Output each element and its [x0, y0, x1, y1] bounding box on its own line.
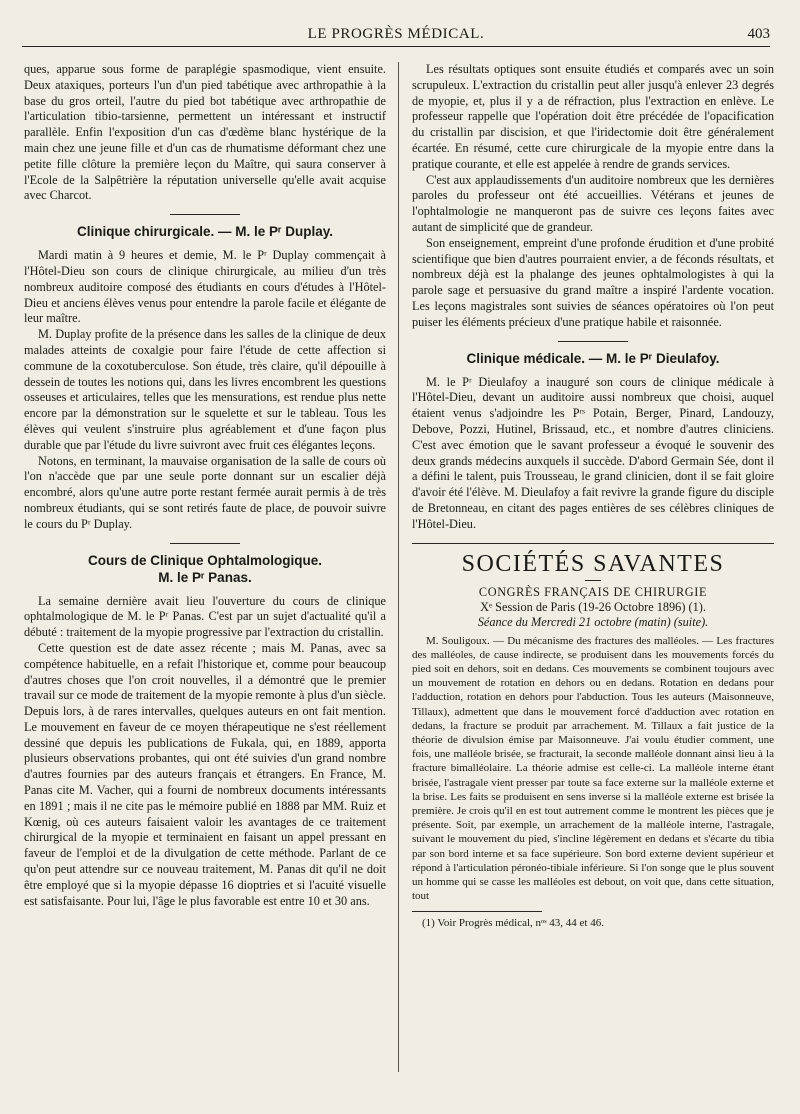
running-header [22, 20, 770, 47]
section-divider [170, 543, 240, 544]
column-divider [398, 62, 399, 1072]
body-paragraph: C'est aux applaudissements d'un auditoire nombreux que les dernières paroles du professeur ont été accueillies. Vétérans et jeunes de l'ophtalmologie ne manqueront pas de suivre ces leçons faites avec autant de simplicité que de grandeur. [412, 172, 774, 234]
body-paragraph: M. le Pʳ Dieulafoy a inauguré son cours de clinique médicale à l'Hôtel-Dieu, devant un auditoire aussi nombreux que choisi, auquel étaient venus s'adjoindre les Pʳˢ Potain, Berger, Pinard, Landouzy, Debove, Pozzi, Hutinel, Brissaud, etc., et nombre d'autres cliniciens. C'est avec émotion que le savant professeur a évoqué le souvenir des deux grands médecins auxquels il succède. D'abord Germain Sée, dont il a défini le talent, puis Trousseau, le grand clinicien, dont il se fait gloire d'avoir été l'élève. M. Dieulafoy a fait revivre la grande figure du disciple de Bretonneau, en citant des pages entières de ses célèbres cliniques de l'Hôtel-Dieu. [412, 374, 774, 531]
section-divider [412, 543, 774, 544]
body-paragraph: Son enseignement, empreint d'une profonde érudition et d'une probité scientifique que bien d'autres pourraient envier, a de féconds résultats, et nombreux déjà est la phalange des jeunes ophtalmologistes à qui la parole sage et persuasive du grand maître a inspiré l'ardente vocation. Les leçons magistrales sont suivies de séances opératoires où l'on peut puiser les éléments précieux d'une pratique habile et raisonnée. [412, 235, 774, 329]
journal-title: LE PROGRÈS MÉDICAL. [307, 26, 485, 42]
body-paragraph: La semaine dernière avait lieu l'ouverture du cours de clinique ophtalmologique de M. le Pʳ Panas. C'est par un sujet d'actualité qu'il a débuté : traitement de la myopie progressive par l'extraction du cristallin. [24, 593, 386, 640]
section-heading-clinique-chirurgicale: Clinique chirurgicale. — M. le Pʳ Duplay. [77, 224, 333, 240]
section-heading-clinique-medicale: Clinique médicale. — M. le Pʳ Dieulafoy. [466, 350, 720, 366]
page-number: 403 [747, 26, 770, 42]
heading-line: Cours de Clinique Ophtalmologique. [87, 552, 322, 568]
body-paragraph: Les résultats optiques sont ensuite étudiés et comparés avec un soin scrupuleux. L'extraction du cristallin peut aller jusqu'à enlever 23 degrés de myopie, et, plus il y a de réfraction, plus l'extraction en enlève. Le professeur rappelle que l'opération doit être précédée de l'opacification du cristallin par discision, et que l'iridectomie doit être généralement écartée. En résumé, cette cure chirurgicale de la myopie entre dans la pratique courante, et elle est appelée à rendre de grands services. [412, 62, 774, 171]
left-column [24, 62, 386, 1072]
heading-line: M. le Pʳ Panas. [158, 569, 252, 585]
footnote: (1) Voir Progrès médical, nᵒˢ 43, 44 et 46. [422, 917, 604, 930]
continuation-paragraph: ques, apparue sous forme de paraplégie spasmodique, vient ensuite. Deux ataxiques, porteurs l'un d'un pied tabétique avec arthropathie à la base du gros orteil, l'autre du pied bot tabétique avec arthropathie de l'articulation tibio-tarsienne, permettent un intéressant et instructif parallèle. Enfin l'exposition d'un cas d'œdème blanc hystérique de la main chez une jeune fille et d'un cas de rhumatisme déformant chez une petite fille clôture la première leçon du Maître, qui saura conserver à l'Ecole de la Salpêtrière la réputation universelle qu'elle avait acquise avec Charcot. [24, 62, 386, 203]
body-paragraph: M. Souligoux. — Du mécanisme des fractures des malléoles. — Les fractures des malléoles, de cause indirecte, se produisent dans les mouvements forcés du pied soit en dehors, soit en dedans. Ces mouvements se combinent toujours avec un mouvement de rotation en dehors ou en dedans. Rotation en dedans pour l'adduction, rotation en dehors pour l'abduction. Tous les auteurs (Maisonneuve, Tillaux), admettent que dans le mouvement forcé d'adduction avec rotation en dedans, la fracture se produit par arrachement. M. Tillaux a fait justice de la théorie de divulsion émise par Maisonneuve. J'ai voulu étudier comment, une fois, une malléole brisée, se fracturait, la seconde malléole donnant ainsi lieu à la fracture bimalléolaire. La théorie admise est celle-ci. La malléole interne étant brisée, l'astragale vient presser par toute sa face externe sur la malléole externe et la brise. Les faits se produisent en sens inverse si la malléole externe est brisée la première. Je crois qu'il en est tout autrement comme le montrent les pièces que je présente. Soit, par exemple, un arrachement de la malléole interne, l'astragale, suivant le mouvement du pied, s'incline légèrement en dedans et s'écarte du tibia par son bord interne et sa face supérieure. Son bord externe devient supérieur et répond à l'articulation péronéo-tibiale inférieure. Si l'on songe que le plus souvent un homme qui se casse les malléoles est debout, on voit que, dans cette situation, tout [412, 634, 774, 903]
body-paragraph: Mardi matin à 9 heures et demie, M. le Pʳ Duplay commençait à l'Hôtel-Dieu son cours de clinique chirurgicale, au milieu d'un très nombreux auditoire composé des étudiants en cours d'études à l'Hôtel-Dieu et anciens élèves venus pour entendre la parole facile et élégante de leur maître. [24, 248, 386, 326]
session-line: Xᵉ Session de Paris (19-26 Octobre 1896) (1). [480, 599, 706, 614]
societes-savantes-title: SOCIÉTÉS SAVANTES [461, 550, 725, 577]
section-divider [170, 214, 240, 215]
seance-line: Séance du Mercredi 21 octobre (matin) (suite). [477, 614, 709, 629]
section-divider [558, 341, 628, 342]
body-paragraph: M. Duplay profite de la présence dans les salles de la clinique de deux malades atteints de coxalgie pour faire l'étude de cette affection si commune de la coxotuberculose. Son étude, très claire, qu'il dépouille à dessein de toutes les notions qui, dans les livres encombrent les questions osseuses et articulaires, telles que les mensurations, est rendue plus nette encore par la démonstration sur le squelette et sur le tableau. Tous les élèves qui veulent s'instruire plus agréablement et d'une façon plus durable que par l'étude du livre suivront avec fruit ces élégantes leçons. [24, 327, 386, 452]
title-dash [585, 580, 601, 581]
body-paragraph: Cette question est de date assez récente ; mais M. Panas, avec sa compétence habituelle, en a refait l'historique et, comme pour beaucoup d'autres choses que l'on croit nouvelles, il a démontré que le premier travail sur ce mode de traitement de la myopie remonte à plus d'un siècle. Depuis lors, à de rares intervalles, quelques auteurs en ont fait mention. Le mouvement en faveur de ce moyen thérapeutique ne s'est réellement dessiné que depuis les publications de Fukala, qui, en 1889, apporta plusieurs observations probantes, qui ont été suivies d'un grand nombre d'autres fournies par des auteurs français et étrangers. En France, M. Panas cite M. Vacher, qui a fourni de nombreux documents intéressants en 1891 ; mais il ne cite pas le mémoire publié en 1888 par MM. Ruiz et Kœnig, où ces auteurs faisaient valoir les avantages de ce traitement chirurgical de la myopie et terminaient en faisant un appel pressant en faveur de l'emploi et de la divulgation de cette méthode. Parlant de ce qu'on peut attendre sur ce nouveau traitement, M. Panas dit qu'il ne doit être employé que si la myopie dépasse 16 dioptries et si l'acuité visuelle est satisfaisante. Pour lui, l'âge le plus favorable est entre 10 et 30 ans. [24, 640, 386, 908]
footnote-rule [412, 911, 542, 912]
congres-heading: CONGRÈS FRANÇAIS DE CHIRURGIE [478, 584, 708, 599]
right-column [412, 62, 774, 1072]
body-paragraph: Notons, en terminant, la mauvaise organisation de la salle de cours où l'on n'accède que par une seule porte donnant sur un escalier déjà encombré, alors qu'une autre porte restant fermée aurait permis à de très nombreux étudiants, qui se sont retirés faute de place, de pouvoir suivre le cours du Pʳ Duplay. [24, 453, 386, 531]
section-heading-ophtalmologie [24, 552, 386, 586]
